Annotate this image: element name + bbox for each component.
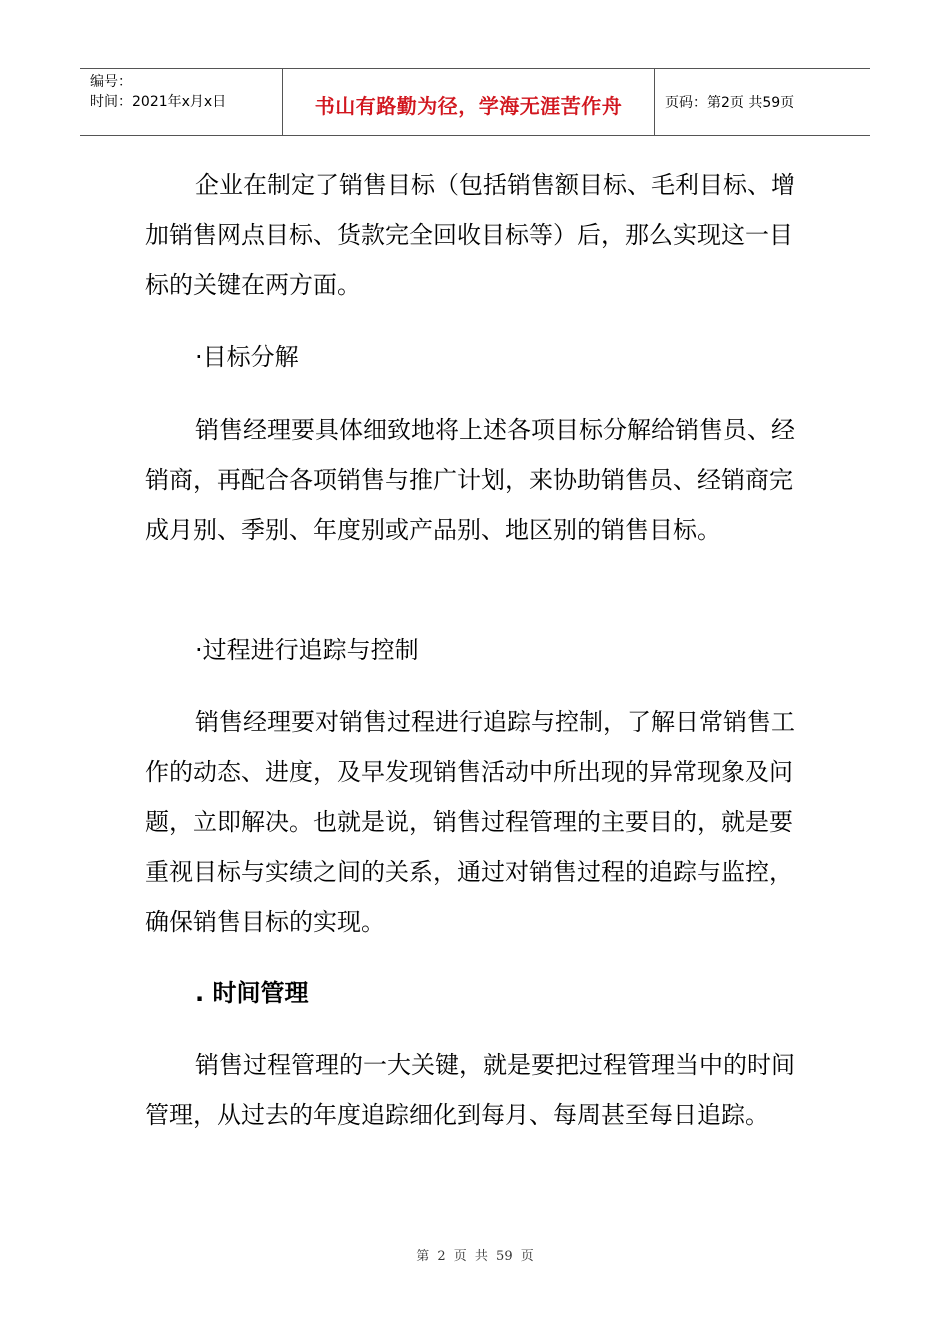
heading-time-management: . 时间管理 <box>195 979 309 1007</box>
header-motto: 书山有路勤为径，学海无涯苦作舟 <box>283 69 655 135</box>
paragraph-sales-target: 企业在制定了销售目标（包括销售额目标、毛利目标、增加销售网点目标、货款完全回收目标等）后，那么实现这一目标的关键在两方面。 <box>145 171 795 299</box>
paragraph-process-tracking: 销售经理要对销售过程进行追踪与控制，了解日常销售工作的动态、进度，及早发现销售活动中所出现的异常现象及问题，立即解决。也就是说，销售过程管理的主要目的，就是要重视目标与实绩之间的关系，通过对销售过程的追踪与监控，确保销售目标的实现。 <box>145 708 795 936</box>
header-page-info: 页码：第2页 共59页 <box>665 95 795 111</box>
document-date: 时间：2021年x月x日 <box>90 94 227 110</box>
page-footer: 第 2 页 共 59 页 <box>416 1249 534 1264</box>
document-number-label: 编号： <box>90 74 132 90</box>
subheading-process-tracking: ·过程进行追踪与控制 <box>195 636 419 664</box>
paragraph-time-management: 销售过程管理的一大关键，就是要把过程管理当中的时间管理，从过去的年度追踪细化到每月、每周甚至每日追踪。 <box>145 1051 795 1129</box>
subheading-target-decomposition: ·目标分解 <box>195 343 299 371</box>
paragraph-target-decomposition: 销售经理要具体细致地将上述各项目标分解给销售员、经销商，再配合各项销售与推广计划，来协助销售员、经销商完成月别、季别、年度别或产品别、地区别的销售目标。 <box>145 416 795 544</box>
header-meta-cell <box>80 69 283 135</box>
page-header <box>80 68 870 136</box>
